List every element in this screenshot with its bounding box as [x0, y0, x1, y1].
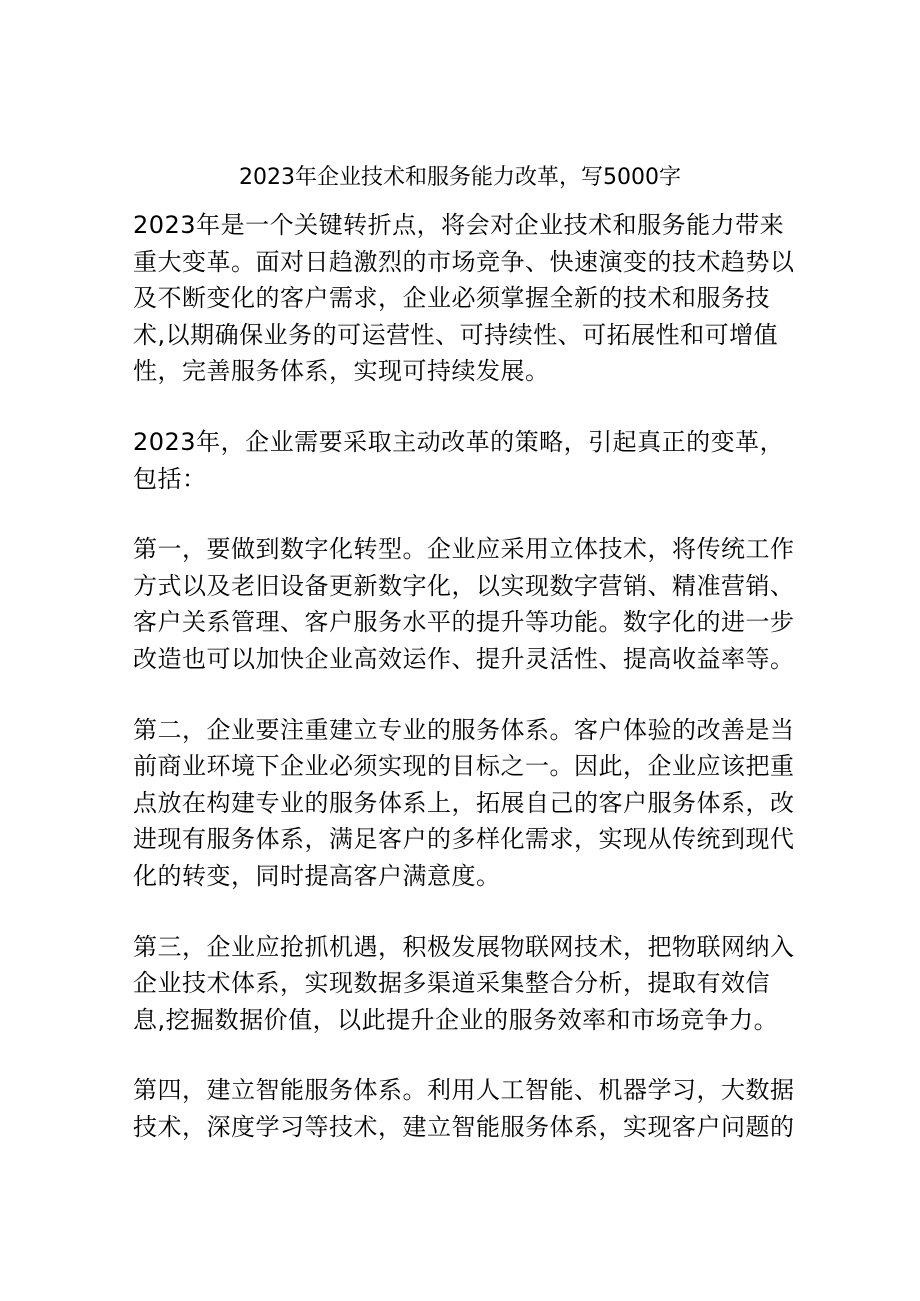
paragraph-second: 第二，企业要注重建立专业的服务体系。客户体验的改善是当前商业环境下企业必须实现的目标之一。因此，企业应该把重点放在构建专业的服务体系上，拓展自己的客户服务体系，改进现有服务体系，满足客户的多样化需求，实现从传统到现代化的转变，同时提高客户满意度。 [133, 715, 795, 890]
paragraph-intro: 2023年是一个关键转折点，将会对企业技术和服务能力带来重大变革。面对日趋激烈的市场竞争、快速演变的技术趋势以及不断变化的客户需求，企业必须掌握全新的技术和服务技术,以期确保业务的可运营性、可持续性、可拓展性和可增值性，完善服务体系，实现可持续发展。 [133, 211, 795, 386]
paragraph-fourth: 第四，建立智能服务体系。利用人工智能、机器学习，大数据技术，深度学习等技术，建立智能服务体系，实现客户问题的 [133, 1076, 795, 1141]
paragraph-first: 第一，要做到数字化转型。企业应采用立体技术，将传统工作方式以及老旧设备更新数字化，以实现数字营销、精准营销、客户关系管理、客户服务水平的提升等功能。数字化的进一步改造也可以加快企业高效运作、提升灵活性、提高收益率等。 [133, 535, 795, 673]
document-title: 2023年企业技术和服务能力改革，写5000字 [239, 165, 681, 190]
document-body [133, 207, 798, 1179]
paragraph-strategy: 2023年，企业需要采取主动改革的策略，引起真正的变革，包括： [133, 427, 785, 493]
paragraph-third: 第三，企业应抢抓机遇，积极发展物联网技术，把物联网纳入企业技术体系，实现数据多渠道采集整合分析，提取有效信息,挖掘数据价值，以此提升企业的服务效率和市场竞争力。 [133, 932, 795, 1034]
